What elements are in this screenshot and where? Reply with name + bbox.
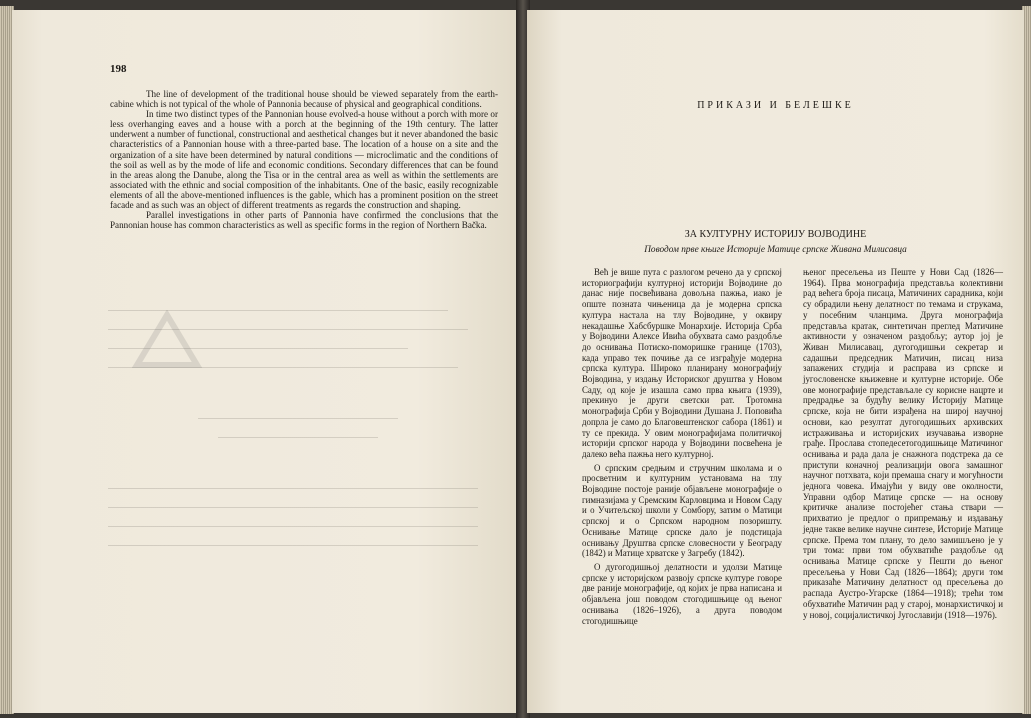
article-paragraph: О српским средњим и стручним школама и о просветним и културним установама на тлу Војводине постоје раније објављене монографије о гимназијама у Сремским Карловцима и Новом Саду и о Учитељској школи у Сомбору, затим о Матици српској и о Српском народном позоришту. Оснивање Матице српске дало је подстицаја оснивању Друштва српске словесности у Београду (1842) и Матице хрватске у Загребу (1842). <box>582 462 782 559</box>
summary-paragraph: The line of development of the traditional house should be viewed separately from the earth-cabine which is not typical of the whole of Pannonia because of physical and geographical conditions. <box>110 89 498 110</box>
english-summary <box>110 89 498 230</box>
article-paragraph: Већ је више пута с разлогом речено да у српској историографији културној историји Војводине до данас није посвећивана довољна пажња, иако је опште позната чињеница да је модерна српска култура настала на тлу Војводине, у оквиру некадашње Хабсбуршке Монархије. Историја Срба у Војводини Алексе Ивића обухвата само раздобље до оснивања Потиско-поморишке границе (1703), када управо тек почиње да се изграђује модерна српска култура. Широко планирану монографију Војводина, у издању Историског друштва у Новом Саду, од које је изашла само прва књига (1939), прекинуо је други светски рат. Тротомна монографија Срби у Војводини Душана Ј. Поповића допрла је само до Благовештенског сабора (1861) и ту се прекида. У овим монографијама политичкој историји српског народа у Војводини посвећена је далеко већа пажња него културној. <box>582 267 782 459</box>
bleed-through-mark <box>132 310 204 370</box>
summary-paragraph: Parallel investigations in other parts of Pannonia have confirmed the conclusions that the Pannonian house has common characteristics as well as specific forms in the region of Northern Bačka. <box>110 210 498 231</box>
article-column-right <box>803 267 1003 623</box>
article-title: ЗА КУЛТУРНУ ИСТОРИЈУ ВОЈВОДИНЕ <box>684 229 867 240</box>
right-page <box>527 10 1024 713</box>
article-paragraph: њеног пресељења из Пеште у Нови Сад (1826—1964). Прва монографија представља колективни рад већега броја писаца, Матичиних сарадника, који су обрадили њену делатност по темама и струкама, у посебним чланцима. Друга монографија представља кратак, синтетичан преглед Матичине активности у означеном раздобљу; аутор јој је Живан Милисавац, дугогодишњи секретар и садашњи председник Матичин, писац низа запажених студија и расправа из српске и југословенске књижевне и културне историје. Обе ове монографије представљале су корисне нацрте и предрадње за будућу велику Историју Матице српске, која не бити израђена на широј научној основи, као резултат дугогодишњих архивских истраживања и историјских изучавања изворне грађе. Прослава стопедесетогодишњице Матичиног оснивања и рада дала је снажнога подстрека да се приступи коначној реализацији овога замашног научног потхвата, који премаша снагу и могућности једнога човека. Имајући у виду ове околности, Управни одбор Матице српске — на основу критичке анализе постојећег стања ствари — прихватио је предлог о припремању и издавању једне такве велике научне синтезе, Историје Матице српске. Према том плану, то дело замишљено је у три тома: први том обухватиће раздобље од оснивања Матице српске у Пешти до њеног пресељења у Нови Сад (1826—1864); други том приказаће Матичину делатност од пресељења до распада Аустро-Угарске (1864—1918); трећи том обухватиће Матичин рад у старој, монархистичкој и у новој, социјалистичкој Југославији (1918—1976). <box>803 267 1003 620</box>
article-paragraph: О дугогодишњој делатности и удолзи Матице српске у историјском развоју српске културе говоре две раније монографије, од којих је прва написана и објављена још поводом стогодишњице од њеног оснивања (1826–1926), а друга поводом стогодишњице <box>582 561 782 626</box>
article-column-left <box>582 267 782 629</box>
left-page <box>12 10 518 713</box>
section-title: ПРИКАЗИ И БЕЛЕШКЕ <box>697 100 854 111</box>
page-number: 198 <box>110 63 127 75</box>
article-subtitle: Поводом прве књиге Историје Матице српске Живана Милисавца <box>644 245 907 255</box>
summary-paragraph: In time two distinct types of the Pannonian house evolved-a house without a porch with more or less overhanging eaves and a house with a porch at the beginning of the 19th century. The latter underwent a number of functional, constructional and aesthetical changes but it never abandoned the basic characteristics of a Pannonian house with a three-parted base. The location of a house on a site and the organization of a site have been determined by natural conditions — microclimatic and the conditions of the soil as well as by the mode of life and economic conditions. Secondary differences that can be found in the areas along the Danube, along the Tisa or in the central area as well as within the settlements are associated with the ethnic and social composition of the inhabitants. One of the basic, easily recognizable elements of all the above-mentioned influences is the gable, which has a prominent position on the street facade and as such was an object of different treatments as regards the construction and shaping. <box>110 109 498 211</box>
